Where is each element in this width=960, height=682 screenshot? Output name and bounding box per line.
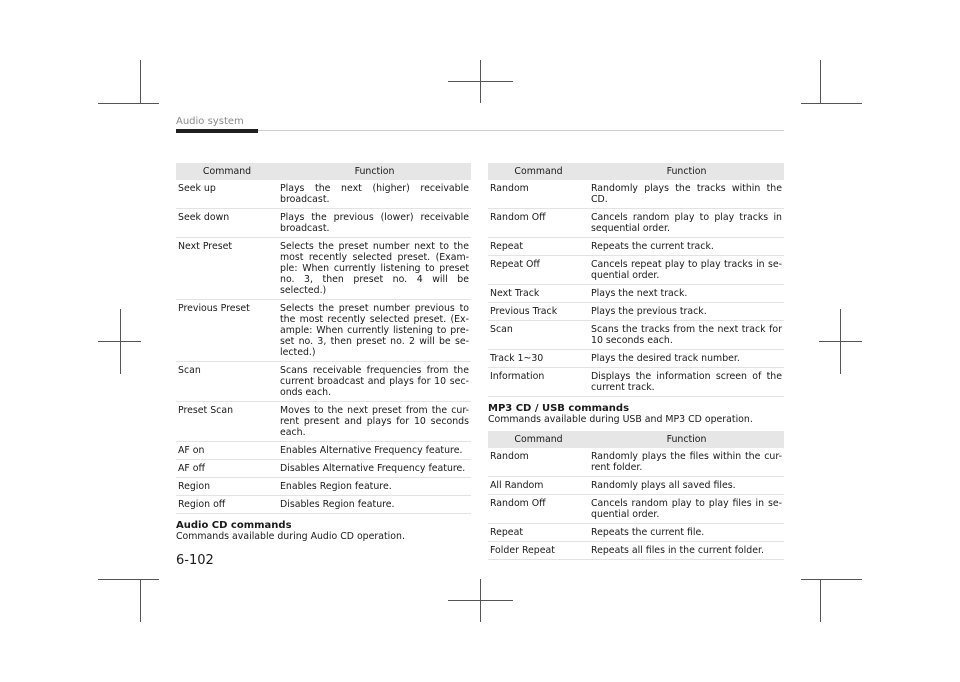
command-cell: Repeat xyxy=(488,238,589,256)
table-row xyxy=(488,238,784,256)
section-rule xyxy=(258,130,784,131)
command-cell: Track 1~30 xyxy=(488,350,589,368)
column-header-command: Command xyxy=(488,431,589,448)
table-row xyxy=(176,180,471,209)
table-row xyxy=(488,350,784,368)
crop-mark xyxy=(819,341,862,342)
command-cell: Seek down xyxy=(176,209,278,238)
function-cell: Displays the information screen of the current track. xyxy=(589,368,784,397)
command-cell: Preset Scan xyxy=(176,402,278,442)
function-cell: Plays the desired track number. xyxy=(589,350,784,368)
command-cell: Information xyxy=(488,368,589,397)
function-cell: Plays the next (higher) receivable broadcast. xyxy=(278,180,471,209)
command-cell: Next Track xyxy=(488,285,589,303)
function-cell: Enables Alternative Frequency feature. xyxy=(278,442,471,460)
function-cell: Cancels repeat play to play tracks in se-quential order. xyxy=(589,256,784,285)
table-row xyxy=(488,524,784,542)
crop-mark xyxy=(801,579,862,580)
audio-cd-commands-table xyxy=(488,163,784,397)
command-cell: Region off xyxy=(176,496,278,514)
crop-mark xyxy=(801,103,862,104)
crop-mark xyxy=(140,60,141,103)
function-cell: Selects the preset number next to the most recently selected preset. (Exam-ple: When currently listening to preset no. 3, then preset no. 4 will be selected.) xyxy=(278,238,471,300)
function-cell: Repeats the current track. xyxy=(589,238,784,256)
command-cell: Previous Track xyxy=(488,303,589,321)
function-cell: Repeats the current file. xyxy=(589,524,784,542)
command-cell: Random xyxy=(488,448,589,477)
table-header-row xyxy=(488,163,784,180)
crop-mark xyxy=(448,600,513,601)
function-cell: Disables Alternative Frequency feature. xyxy=(278,460,471,478)
command-cell: Random Off xyxy=(488,209,589,238)
mp3-usb-commands-description: Commands available during USB and MP3 CD operation. xyxy=(488,414,753,425)
table-row xyxy=(176,362,471,402)
function-cell: Randomly plays the files within the cur-rent folder. xyxy=(589,448,784,477)
table-row xyxy=(488,542,784,560)
command-cell: Repeat xyxy=(488,524,589,542)
table-row xyxy=(488,448,784,477)
function-cell: Selects the preset number previous to the most recently selected preset. (Ex-ample: When currently listening to pre-set no. 3, then preset no. 2 will be se-lected.) xyxy=(278,300,471,362)
command-cell: All Random xyxy=(488,477,589,495)
column-header-command: Command xyxy=(488,163,589,180)
column-header-command: Command xyxy=(176,163,278,180)
function-cell: Enables Region feature. xyxy=(278,478,471,496)
section-header xyxy=(176,116,784,134)
left-column xyxy=(176,163,471,548)
table-row xyxy=(488,477,784,495)
table-row xyxy=(488,303,784,321)
column-header-function: Function xyxy=(589,163,784,180)
function-cell: Scans the tracks from the next track for 10 seconds each. xyxy=(589,321,784,350)
function-cell: Repeats all files in the current folder. xyxy=(589,542,784,560)
radio-commands-table xyxy=(176,163,471,514)
page-number: 6-102 xyxy=(176,553,214,568)
table-row xyxy=(488,495,784,524)
mp3-usb-commands-heading: MP3 CD / USB commands xyxy=(488,403,630,414)
table-row xyxy=(488,321,784,350)
table-header-row xyxy=(488,431,784,448)
table-row xyxy=(488,209,784,238)
table-row xyxy=(488,368,784,397)
table-row xyxy=(176,402,471,442)
table-row xyxy=(176,478,471,496)
command-cell: Random Off xyxy=(488,495,589,524)
crop-mark xyxy=(448,81,513,82)
table-row xyxy=(488,285,784,303)
table-row xyxy=(176,209,471,238)
section-title: Audio system xyxy=(176,116,244,127)
right-column xyxy=(488,163,784,560)
function-cell: Cancels random play to play files in se-quential order. xyxy=(589,495,784,524)
crop-mark xyxy=(98,103,159,104)
command-cell: Scan xyxy=(488,321,589,350)
function-cell: Plays the previous track. xyxy=(589,303,784,321)
column-header-function: Function xyxy=(278,163,471,180)
table-row xyxy=(488,180,784,209)
table-row xyxy=(176,460,471,478)
command-cell: Region xyxy=(176,478,278,496)
command-cell: Previous Preset xyxy=(176,300,278,362)
command-cell: Repeat Off xyxy=(488,256,589,285)
function-cell: Randomly plays the tracks within the CD. xyxy=(589,180,784,209)
crop-mark xyxy=(98,341,141,342)
column-header-function: Function xyxy=(589,431,784,448)
audio-cd-commands-description: Commands available during Audio CD operation. xyxy=(176,531,405,542)
function-cell: Cancels random play to play tracks in sequential order. xyxy=(589,209,784,238)
crop-mark xyxy=(820,579,821,622)
table-row xyxy=(176,238,471,300)
command-cell: AF on xyxy=(176,442,278,460)
command-cell: Folder Repeat xyxy=(488,542,589,560)
crop-mark xyxy=(98,579,159,580)
mp3-usb-commands-table xyxy=(488,431,784,560)
crop-mark xyxy=(140,579,141,622)
table-header-row xyxy=(176,163,471,180)
function-cell: Scans receivable frequencies from the current broadcast and plays for 10 sec-onds each. xyxy=(278,362,471,402)
table-row xyxy=(176,300,471,362)
table-row xyxy=(488,256,784,285)
section-bar xyxy=(176,129,258,133)
command-cell: Random xyxy=(488,180,589,209)
command-cell: AF off xyxy=(176,460,278,478)
command-cell: Next Preset xyxy=(176,238,278,300)
function-cell: Plays the next track. xyxy=(589,285,784,303)
command-cell: Seek up xyxy=(176,180,278,209)
function-cell: Disables Region feature. xyxy=(278,496,471,514)
function-cell: Moves to the next preset from the cur-rent present and plays for 10 seconds each. xyxy=(278,402,471,442)
audio-cd-commands-heading: Audio CD commands xyxy=(176,520,292,531)
table-row xyxy=(176,496,471,514)
crop-mark xyxy=(820,60,821,103)
function-cell: Plays the previous (lower) receivable broadcast. xyxy=(278,209,471,238)
function-cell: Randomly plays all saved files. xyxy=(589,477,784,495)
table-row xyxy=(176,442,471,460)
command-cell: Scan xyxy=(176,362,278,402)
